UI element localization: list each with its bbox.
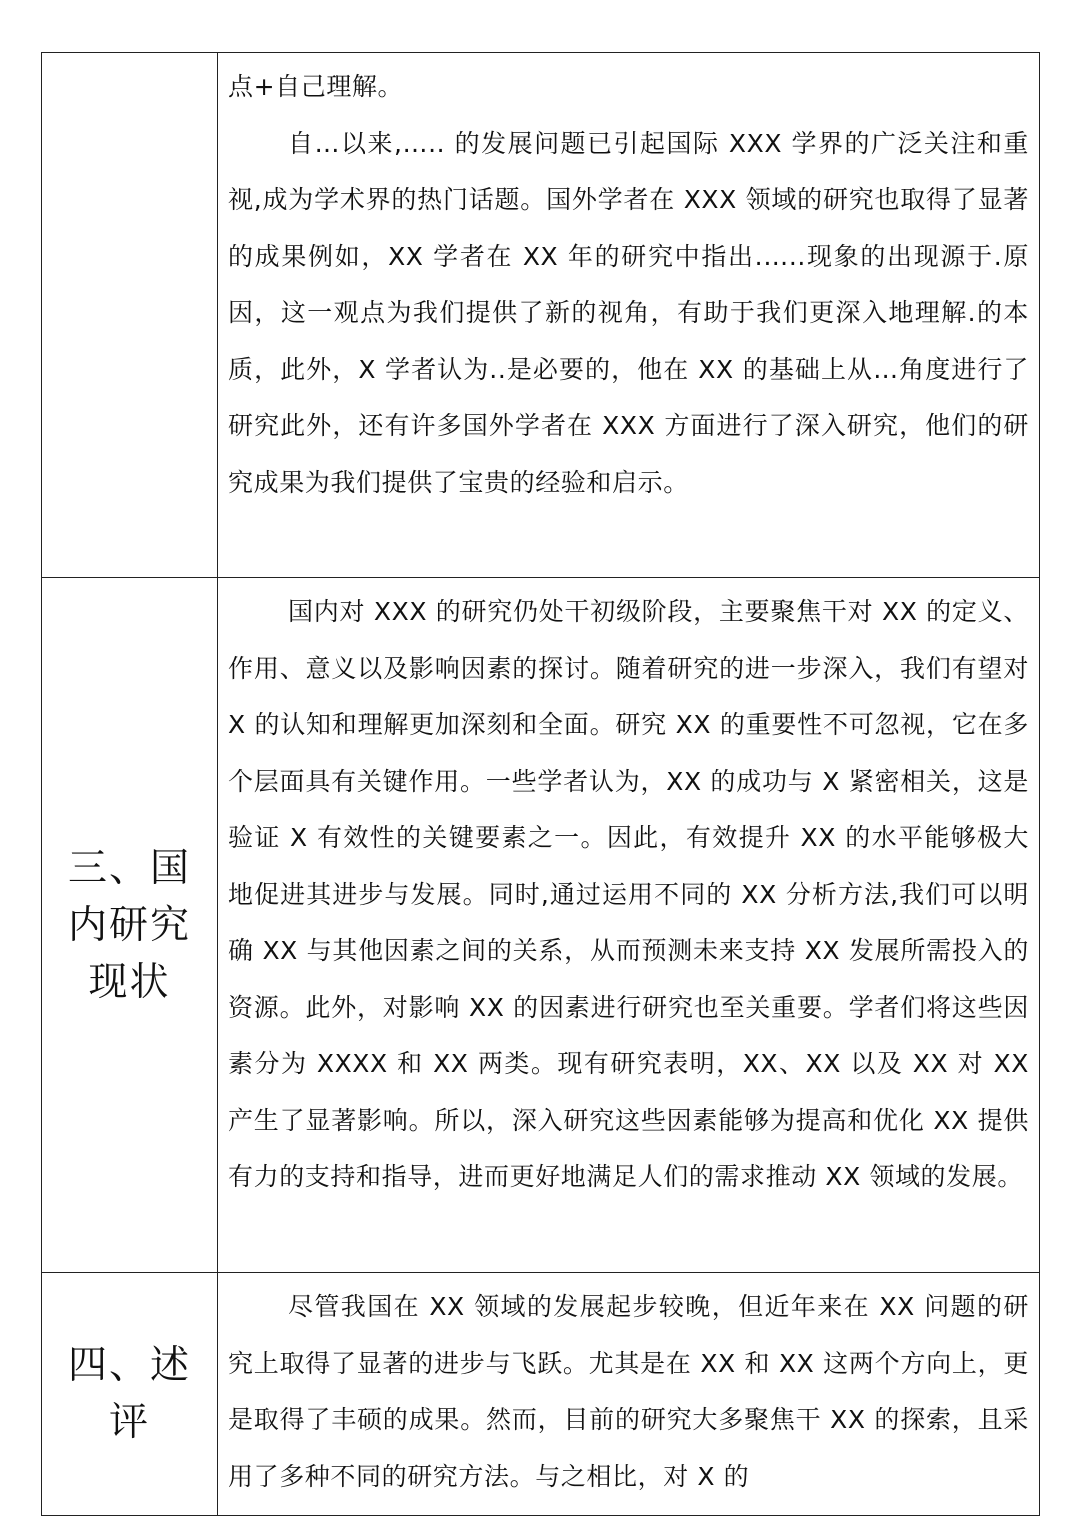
row-body-review [218, 1273, 1040, 1516]
section-label-review: 四、述评 [42, 1273, 218, 1516]
table-row-review [42, 1273, 1040, 1516]
table-row-continuation [42, 53, 1040, 578]
table-row-domestic-research [42, 578, 1040, 1273]
document-table [41, 52, 1040, 1516]
paragraph: 尽管我国在 XX 领域的发展起步较晚，但近年来在 XX 问题的研究上取得了显著的进步与飞跃。尤其是在 XX 和 XX 这两个方向上，更是取得了丰硕的成果。然而，目前的研究大多聚焦干 XX 的探索，且采用了多种不同的研究方法。与之相比，对 X 的 [228, 1292, 1029, 1491]
paragraph: 国内对 XXX 的研究仍处干初级阶段，主要聚焦干对 XX 的定义、作用、意义以及影响因素的探讨。随着研究的进一步深入，我们有望对 X 的认知和理解更加深刻和全面。研究 XX 的重要性不可忽视，它在多个层面具有关键作用。一些学者认为，XX 的成功与 X 紧密相关，这是验证 X 有效性的关键要素之一。因此，有效提升 XX 的水平能够极大地促进其进步与发展。同时,通过运用不同的 XX 分析方法,我们可以明确 XX 与其他因素之间的关系，从而预测未来支持 XX 发展所需投入的资源。此外，对影响 XX 的因素进行研究也至关重要。学者们将这些因素分为 XXXX 和 XX 两类。现有研究表明，XX、XX 以及 XX 对 XX 产生了显著影响。所以，深入研究这些因素能够为提高和优化 XX 提供有力的支持和指导，进而更好地满足人们的需求推动 XX 领域的发展。 [228, 597, 1029, 1191]
section-label-domestic-research: 三、国内研究现状 [42, 578, 218, 1273]
row-body-domestic-research [218, 578, 1040, 1273]
paragraph: 自…以来,….. 的发展问题已引起国际 XXX 学界的广泛关注和重视,成为学术界的热门话题。国外学者在 XXX 领域的研究也取得了显著的成果例如，XX 学者在 XX 年的研究中指出.…..现象的出现源于.原因，这一观点为我们提供了新的视角，有助于我们更深入地理解.的本质，此外，X 学者认为..是必要的，他在 XX 的基础上从…角度进行了研究此外，还有许多国外学者在 XXX 方面进行了深入研究，他们的研究成果为我们提供了宝贵的经验和启示。 [228, 128, 1029, 497]
row-body-foreign-research [218, 53, 1040, 578]
row-label-empty [42, 53, 218, 578]
paragraph: 点+自己理解。 [228, 72, 404, 101]
